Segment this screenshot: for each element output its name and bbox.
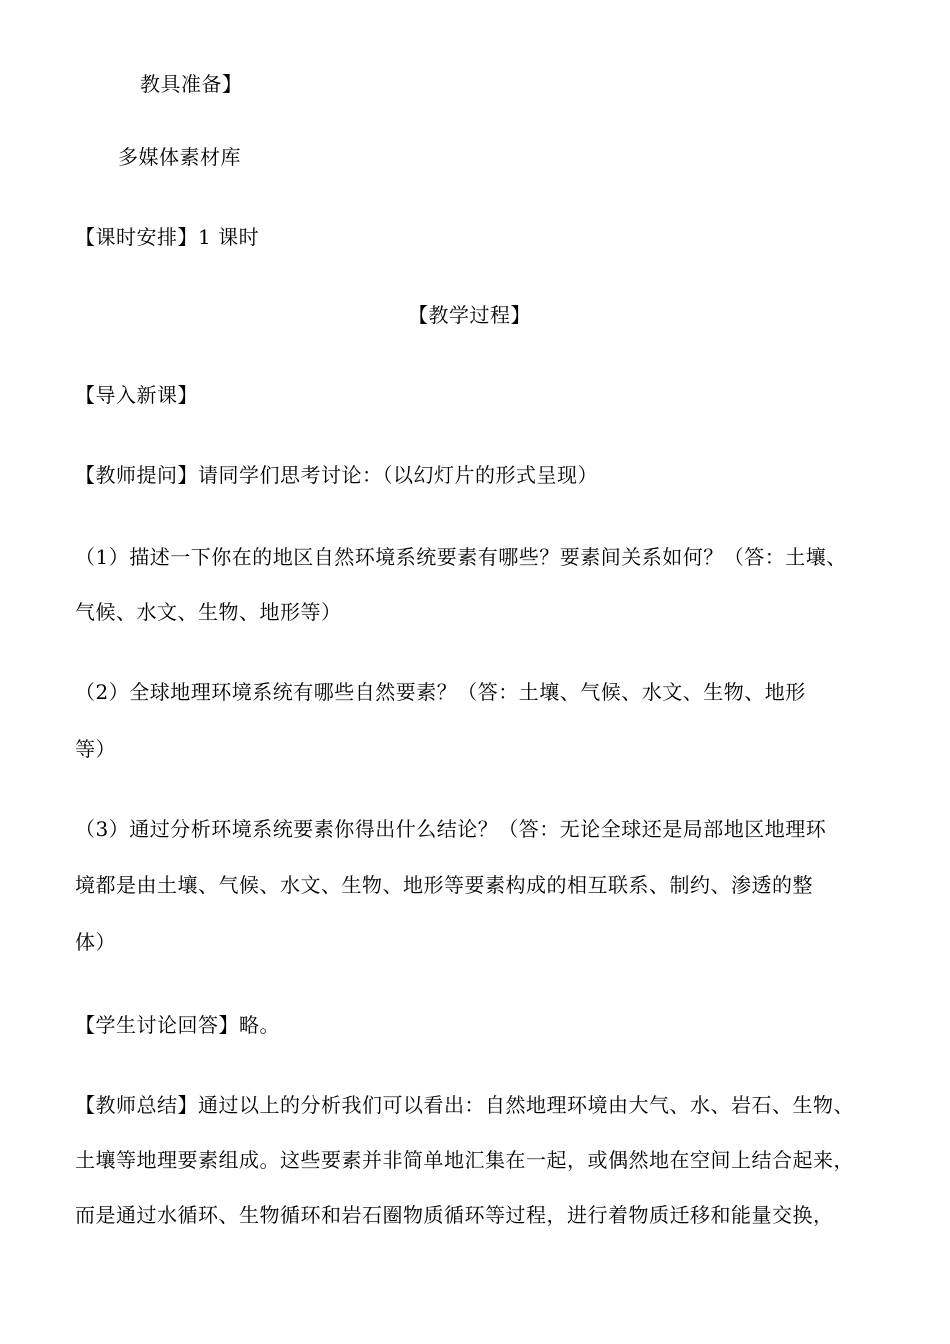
- question-1-line-2: 气候、水文、生物、地形等）: [75, 600, 342, 624]
- question-3-line-3: 体）: [75, 930, 116, 954]
- process-heading: 【教学过程】: [408, 303, 531, 327]
- summary-line-1: 【教师总结】通过以上的分析我们可以看出：自然地理环境由大气、水、岩石、生物、: [75, 1093, 854, 1117]
- intro-heading: 【导入新课】: [75, 383, 198, 407]
- question-1-line-1: （1）描述一下你在的地区自然环境系统要素有哪些？要素间关系如何？（答：土壤、: [75, 545, 847, 569]
- summary-line-2: 土壤等地理要素组成。这些要素并非简单地汇集在一起，或偶然地在空间上结合起来，: [75, 1148, 854, 1172]
- question-3-line-2: 境都是由土壤、气候、水文、生物、地形等要素构成的相互联系、制约、渗透的整: [75, 873, 813, 897]
- question-3-line-1: （3）通过分析环境系统要素你得出什么结论？（答：无论全球还是局部地区地理环: [75, 817, 827, 841]
- question-2-line-2: 等）: [75, 737, 116, 761]
- summary-line-3: 而是通过水循环、生物循环和岩石圈物质循环等过程，进行着物质迁移和能量交换，: [75, 1203, 834, 1227]
- teaching-tools-heading: 教具准备】: [140, 72, 243, 96]
- teacher-question: 【教师提问】请同学们思考讨论：（以幻灯片的形式呈现）: [75, 463, 598, 487]
- schedule-line: 【课时安排】1 课时: [75, 225, 260, 249]
- student-answer: 【学生讨论回答】略。: [75, 1013, 280, 1037]
- teaching-tools-content: 多媒体素材库: [118, 145, 241, 169]
- question-2-line-1: （2）全球地理环境系统有哪些自然要素？（答：土壤、气候、水文、生物、地形: [75, 680, 806, 704]
